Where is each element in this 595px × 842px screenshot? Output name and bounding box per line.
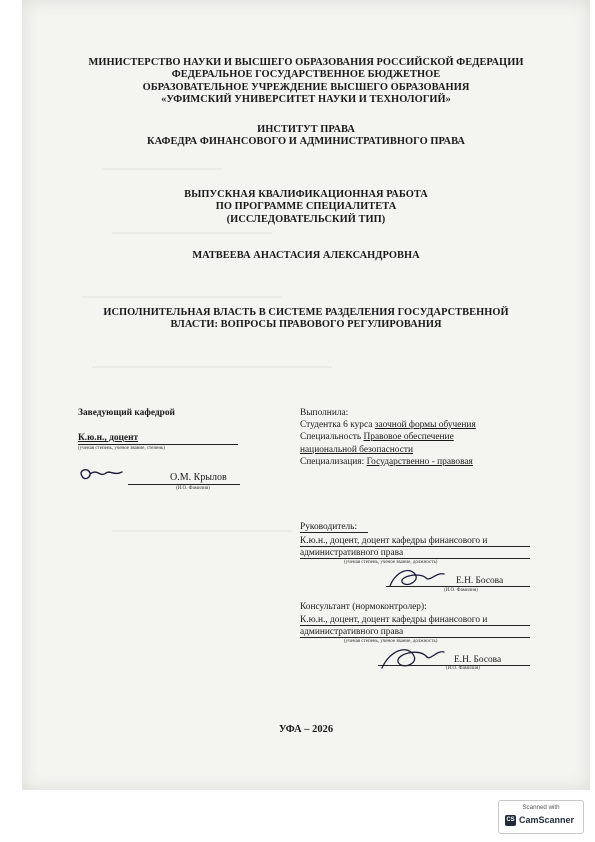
head-degree-rule — [78, 444, 238, 445]
department-line: КАФЕДРА ФИНАНСОВОГО И АДМИНИСТРАТИВНОГО ПРАВА — [146, 136, 465, 148]
specialization-label: Специализация: — [300, 457, 367, 467]
work-type-line: ВЫПУСКНАЯ КВАЛИФИКАЦИОННАЯ РАБОТА — [184, 189, 428, 200]
thesis-title — [22, 307, 590, 332]
city-year — [22, 724, 590, 736]
head-signature — [76, 464, 128, 486]
supervisor-caption: (ученая степень, ученое звание, должность) — [344, 560, 438, 565]
consultant-signature — [378, 642, 448, 674]
supervisor-heading-rule — [300, 532, 368, 533]
author-name-text: МАТВЕЕВА АНАСТАСИЯ АЛЕКСАНДРОВНА — [192, 250, 420, 261]
work-type-line: (ИССЛЕДОВАТЕЛЬСКИЙ ТИП) — [226, 213, 386, 225]
supervisor-line-1: К.ю.н., доцент, доцент кафедры финансового и — [300, 536, 488, 546]
specialty-value-continued: национальной безопасности — [300, 445, 413, 455]
head-of-department-heading: Заведующий кафедрой — [78, 408, 175, 418]
student-form: заочной формы обучения — [374, 420, 476, 430]
supervisor-line-2: административного права — [300, 548, 404, 558]
performer-student-line — [300, 420, 476, 430]
head-degree: К.ю.н., доцент — [78, 433, 139, 443]
title-line: ИСПОЛНИТЕЛЬНАЯ ВЛАСТЬ В СИСТЕМЕ РАЗДЕЛЕНИЯ ГОСУДАРСТВЕННОЙ — [103, 307, 509, 318]
header-line: МИНИСТЕРСТВО НАУКИ И ВЫСШЕГО ОБРАЗОВАНИЯ РОССИЙСКОЙ ФЕДЕРАЦИИ — [88, 57, 524, 68]
head-name-rule — [128, 484, 240, 485]
specialty-label: Специальность — [300, 432, 364, 442]
consultant-line-2: административного права — [300, 627, 404, 637]
specialty-value: Правовое обеспечение — [363, 432, 454, 442]
header-line: «УФИМСКИЙ УНИВЕРСИТЕТ НАУКИ И ТЕХНОЛОГИЙ» — [161, 93, 451, 105]
bleed-through-mark — [92, 366, 332, 368]
performer-specialty-line — [300, 432, 454, 442]
city-year-text: УФА – 2026 — [278, 724, 334, 735]
supervisor-rule-2 — [300, 558, 530, 559]
head-name-caption: (И.О. Фамилия) — [176, 486, 210, 491]
student-prefix: Студентка 6 курса — [300, 420, 375, 430]
ministry-header — [22, 57, 590, 106]
performer-heading: Выполнила: — [300, 408, 349, 418]
header-line: ОБРАЗОВАТЕЛЬНОЕ УЧРЕЖДЕНИЕ ВЫСШЕГО ОБРАЗОВАНИЯ — [142, 81, 470, 93]
supervisor-rule-1 — [300, 546, 530, 547]
institute-line: ИНСТИТУТ ПРАВА — [257, 124, 355, 135]
header-line: ФЕДЕРАЛЬНОЕ ГОСУДАРСТВЕННОЕ БЮДЖЕТНОЕ — [171, 69, 441, 81]
supervisor-heading: Руководитель: — [300, 522, 358, 532]
camscanner-badge — [498, 800, 584, 834]
consultant-name: Е.Н. Босова — [454, 655, 502, 665]
consultant-caption: (ученая степень, ученое звание, должность) — [344, 639, 438, 644]
supervisor-signature — [386, 564, 448, 592]
camscanner-logo-icon: CS — [505, 815, 516, 826]
supervisor-name-caption: (И.О. Фамилия) — [444, 588, 478, 593]
consultant-heading: Консультант (нормоконтролер): — [300, 602, 427, 612]
scanned-page — [22, 0, 590, 790]
supervisor-name: Е.Н. Босова — [456, 576, 504, 586]
specialization-value: Государственно - правовая — [366, 457, 473, 467]
bleed-through-mark — [82, 296, 282, 298]
consultant-rule-2 — [300, 637, 530, 638]
consultant-rule-1 — [300, 625, 530, 626]
bleed-through-mark — [102, 168, 222, 170]
head-degree-caption: (ученая степень, ученое звание, степень) — [78, 446, 165, 451]
performer-specialization-line — [300, 457, 473, 467]
consultant-line-1: К.ю.н., доцент, доцент кафедры финансового и — [300, 615, 488, 625]
title-line: ВЛАСТИ: ВОПРОСЫ ПРАВОВОГО РЕГУЛИРОВАНИЯ — [170, 319, 442, 331]
bleed-through-mark — [112, 530, 292, 532]
work-type-block — [22, 189, 590, 226]
bleed-through-mark — [112, 232, 272, 234]
camscanner-brand: CamScanner — [519, 815, 575, 825]
institute-block — [22, 124, 590, 149]
head-name: О.М. Крылов — [170, 472, 227, 483]
scanned-with-text: Scanned with — [522, 804, 560, 811]
supervisor-name-rule — [386, 586, 530, 587]
work-type-line: ПО ПРОГРАММЕ СПЕЦИАЛИТЕТА — [215, 201, 397, 213]
consultant-name-caption: (И.О. Фамилия) — [446, 666, 480, 671]
author-name — [22, 250, 590, 262]
